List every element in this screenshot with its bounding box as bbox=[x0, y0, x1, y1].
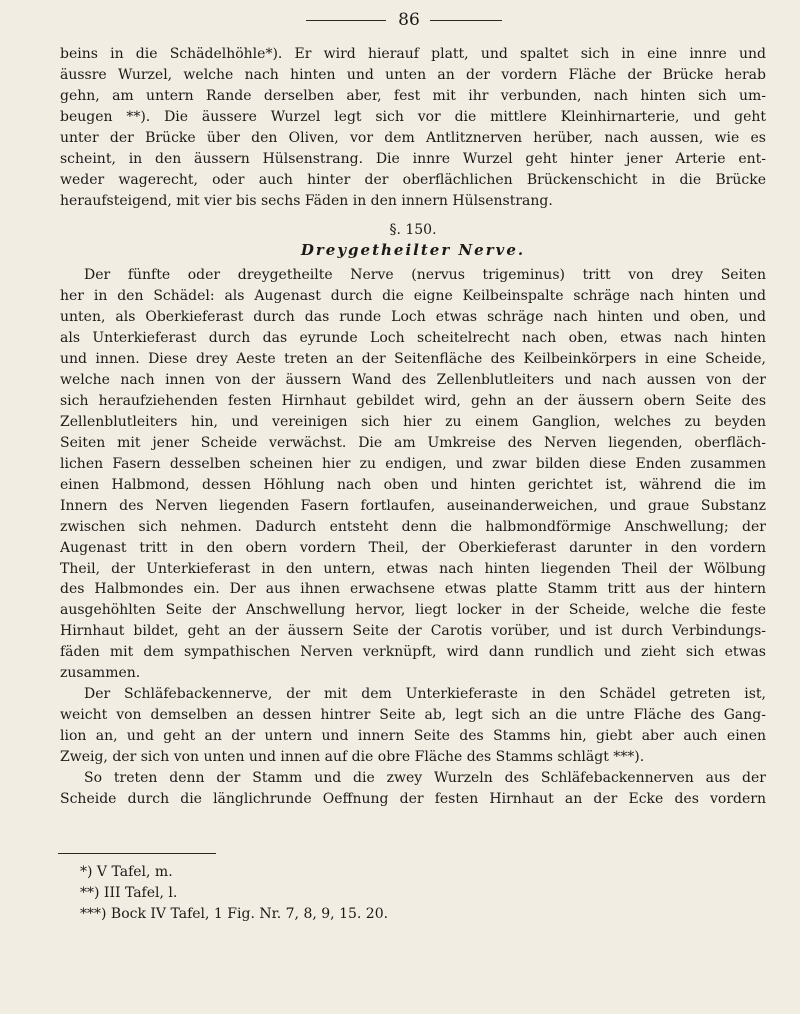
text-line: zusammen. bbox=[60, 665, 141, 682]
text-line: unter der Brücke über den Oliven, vor dem Antlitznerven herüber, nach aussen, wie es bbox=[60, 129, 766, 146]
header-rule-left bbox=[306, 20, 386, 21]
closing-paragraph bbox=[60, 684, 766, 810]
text-line: Augenast tritt in den obern vordern Theil, der Oberkieferast darunter in den vordern bbox=[60, 539, 766, 556]
page-header bbox=[0, 8, 800, 32]
section-paragraph bbox=[60, 265, 766, 684]
page-body bbox=[60, 44, 766, 810]
page-number: 86 bbox=[398, 10, 420, 30]
text-line: des Halbmondes ein. Der aus ihnen erwachsene etwas platte Stamm tritt aus der hintern bbox=[60, 581, 766, 598]
text-line: beins in die Schädelhöhle*). Er wird hierauf platt, und spaltet sich in eine innre und bbox=[60, 46, 766, 62]
text-line: Der fünfte oder dreygetheilte Nerve (nervus trigeminus) tritt von drey Seiten bbox=[84, 267, 766, 284]
text-line: äussre Wurzel, welche nach hinten und unten an der vordern Fläche der Brücke herab bbox=[60, 66, 766, 83]
text-line: Der Schläfebackennerve, der mit dem Unterkieferaste in den Schädel getreten ist, bbox=[84, 686, 766, 703]
text-line: Seiten mit jener Scheide verwächst. Die am Umkreise des Nerven liegenden, oberfläch- bbox=[60, 434, 766, 451]
text-line: Innern des Nerven liegenden Fasern fortlaufen, auseinanderweichen, und graue Substanz bbox=[60, 497, 766, 514]
text-line: einen Halbmond, dessen Höhlung nach oben und hinten gerichtet ist, während die im bbox=[60, 476, 766, 493]
text-line: heraufsteigend, mit vier bis sechs Fäden in den innern Hülsenstrang. bbox=[60, 192, 553, 209]
text-line: sich heraufziehenden festen Hirnhaut gebildet wird, gehn an der äussern obern Seite des bbox=[60, 393, 766, 409]
text-line: unten, als Oberkieferast durch das runde Loch etwas schräge nach hinten und oben, und bbox=[60, 309, 766, 326]
text-line: scheint, in den äussern Hülsenstrang. Die innre Wurzel geht hinter jener Arterie ent- bbox=[60, 150, 766, 167]
text-line: Zellenblutleiters hin, und vereinigen sich hier zu einem Ganglion, welches zu beyden bbox=[60, 413, 766, 430]
text-line: beugen **). Die äussere Wurzel legt sich vor die mittlere Kleinhirnarterie, und geht bbox=[60, 108, 766, 125]
section-heading: Dreygetheilter Nerve. bbox=[300, 241, 526, 260]
footnote: *) V Tafel, m. bbox=[80, 864, 173, 880]
text-line: lion an, und geht an der untern und innern Seite des Stamms hin, giebt aber auch einen bbox=[60, 728, 766, 744]
text-line: und innen. Diese drey Aeste treten an der Seitenfläche des Keilbeinkörpers in eine Scheide, bbox=[60, 351, 766, 368]
text-line: her in den Schädel: als Augenast durch die eigne Keilbeinspalte schräge nach hinten und bbox=[60, 288, 766, 305]
footnote: ***) Bock IV Tafel, 1 Fig. Nr. 7, 8, 9, 15. 20. bbox=[80, 906, 389, 922]
header-rule-right bbox=[430, 20, 502, 21]
footnote: **) III Tafel, l. bbox=[80, 885, 178, 901]
text-line: Scheide durch die länglichrunde Oeffnung der festen Hirnhaut an der Ecke des vordern bbox=[60, 790, 766, 807]
footnotes bbox=[80, 862, 388, 925]
text-line: gehn, am untern Rande derselben aber, fest mit ihr verbunden, nach hinten sich um- bbox=[60, 87, 766, 104]
text-line: weder wagerecht, oder auch hinter der oberflächlichen Brückenschicht in die Brücke bbox=[60, 171, 766, 188]
text-line: als Unterkieferast durch das eyrunde Loch scheitelrecht nach oben, etwas nach hinten bbox=[60, 330, 766, 347]
text-line: lichen Fasern desselben scheinen hier zu endigen, und zwar bilden diese Enden zusammen bbox=[60, 455, 766, 472]
text-line: So treten denn der Stamm und die zwey Wurzeln des Schläfebackennerven aus der bbox=[84, 769, 766, 786]
text-line: Hirnhaut bildet, geht an der äussern Seite der Carotis vorüber, und ist durch Verbindungs- bbox=[60, 623, 766, 640]
section-number: §. 150. bbox=[389, 221, 437, 238]
text-line: Theil, der Unterkieferast in den untern, etwas nach hinten liegenden Theil der Wölbung bbox=[60, 560, 766, 577]
text-line: zwischen sich nehmen. Dadurch entsteht denn die halbmondförmige Anschwellung; der bbox=[60, 518, 766, 535]
text-line: welche nach innen von der äussern Wand des Zellenblutleiters und nach aussen von der bbox=[60, 372, 766, 389]
opening-paragraph bbox=[60, 44, 766, 212]
text-line: weicht von demselben an dessen hintrer Seite ab, legt sich an die untre Fläche des Gang- bbox=[60, 707, 766, 724]
text-line: ausgehöhlten Seite der Anschwellung hervor, liegt locker in der Scheide, welche die feste bbox=[60, 602, 766, 619]
footnote-rule bbox=[58, 853, 216, 854]
text-line: Zweig, der sich von unten und innen auf die obre Fläche des Stamms schlägt ***). bbox=[60, 748, 645, 765]
text-line: fäden mit dem sympathischen Nerven verknüpft, wird dann rundlich und zieht sich etwas bbox=[60, 644, 766, 661]
